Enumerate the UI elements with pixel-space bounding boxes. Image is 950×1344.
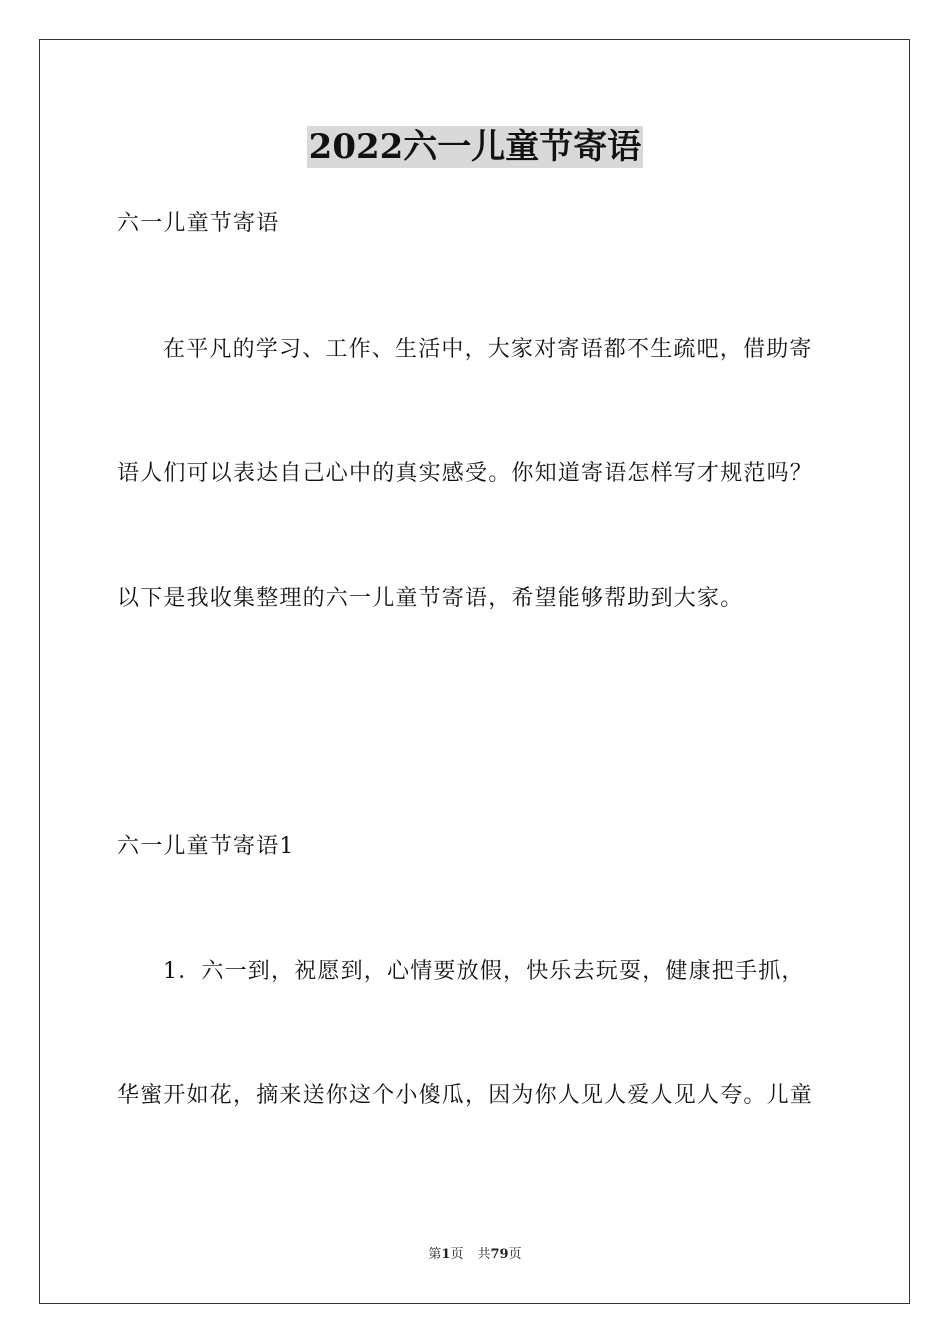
document-subtitle: 六一儿童节寄语 — [117, 211, 280, 236]
footer-total-suffix: 页 — [508, 1247, 522, 1262]
footer-page-prefix: 第 — [428, 1247, 442, 1262]
footer-total-pages: 79 — [490, 1247, 509, 1262]
footer-total-prefix: 共 — [477, 1247, 491, 1262]
section-heading: 六一儿童节寄语1 — [117, 834, 295, 859]
item-line-2: 华蜜开如花，摘来送你这个小傻瓜，因为你人见人爱人见人夸。儿童 — [117, 1083, 814, 1108]
footer-page-number: 1 — [441, 1247, 451, 1262]
title-container — [0, 126, 950, 168]
page-footer — [0, 1246, 950, 1264]
document-title: 2022六一儿童节寄语 — [308, 127, 642, 167]
intro-line-2: 语人们可以表达自己心中的真实感受。你知道寄语怎样写才规范吗？ — [117, 461, 814, 486]
intro-line-1: 在平凡的学习、工作、生活中，大家对寄语都不生疏吧，借助寄 — [163, 337, 813, 362]
footer-page-suffix: 页 — [450, 1247, 464, 1262]
intro-line-3: 以下是我收集整理的六一儿童节寄语，希望能够帮助到大家。 — [117, 586, 744, 611]
item-line-1: 1．六一到，祝愿到，心情要放假，快乐去玩耍，健康把手抓， — [163, 959, 805, 984]
